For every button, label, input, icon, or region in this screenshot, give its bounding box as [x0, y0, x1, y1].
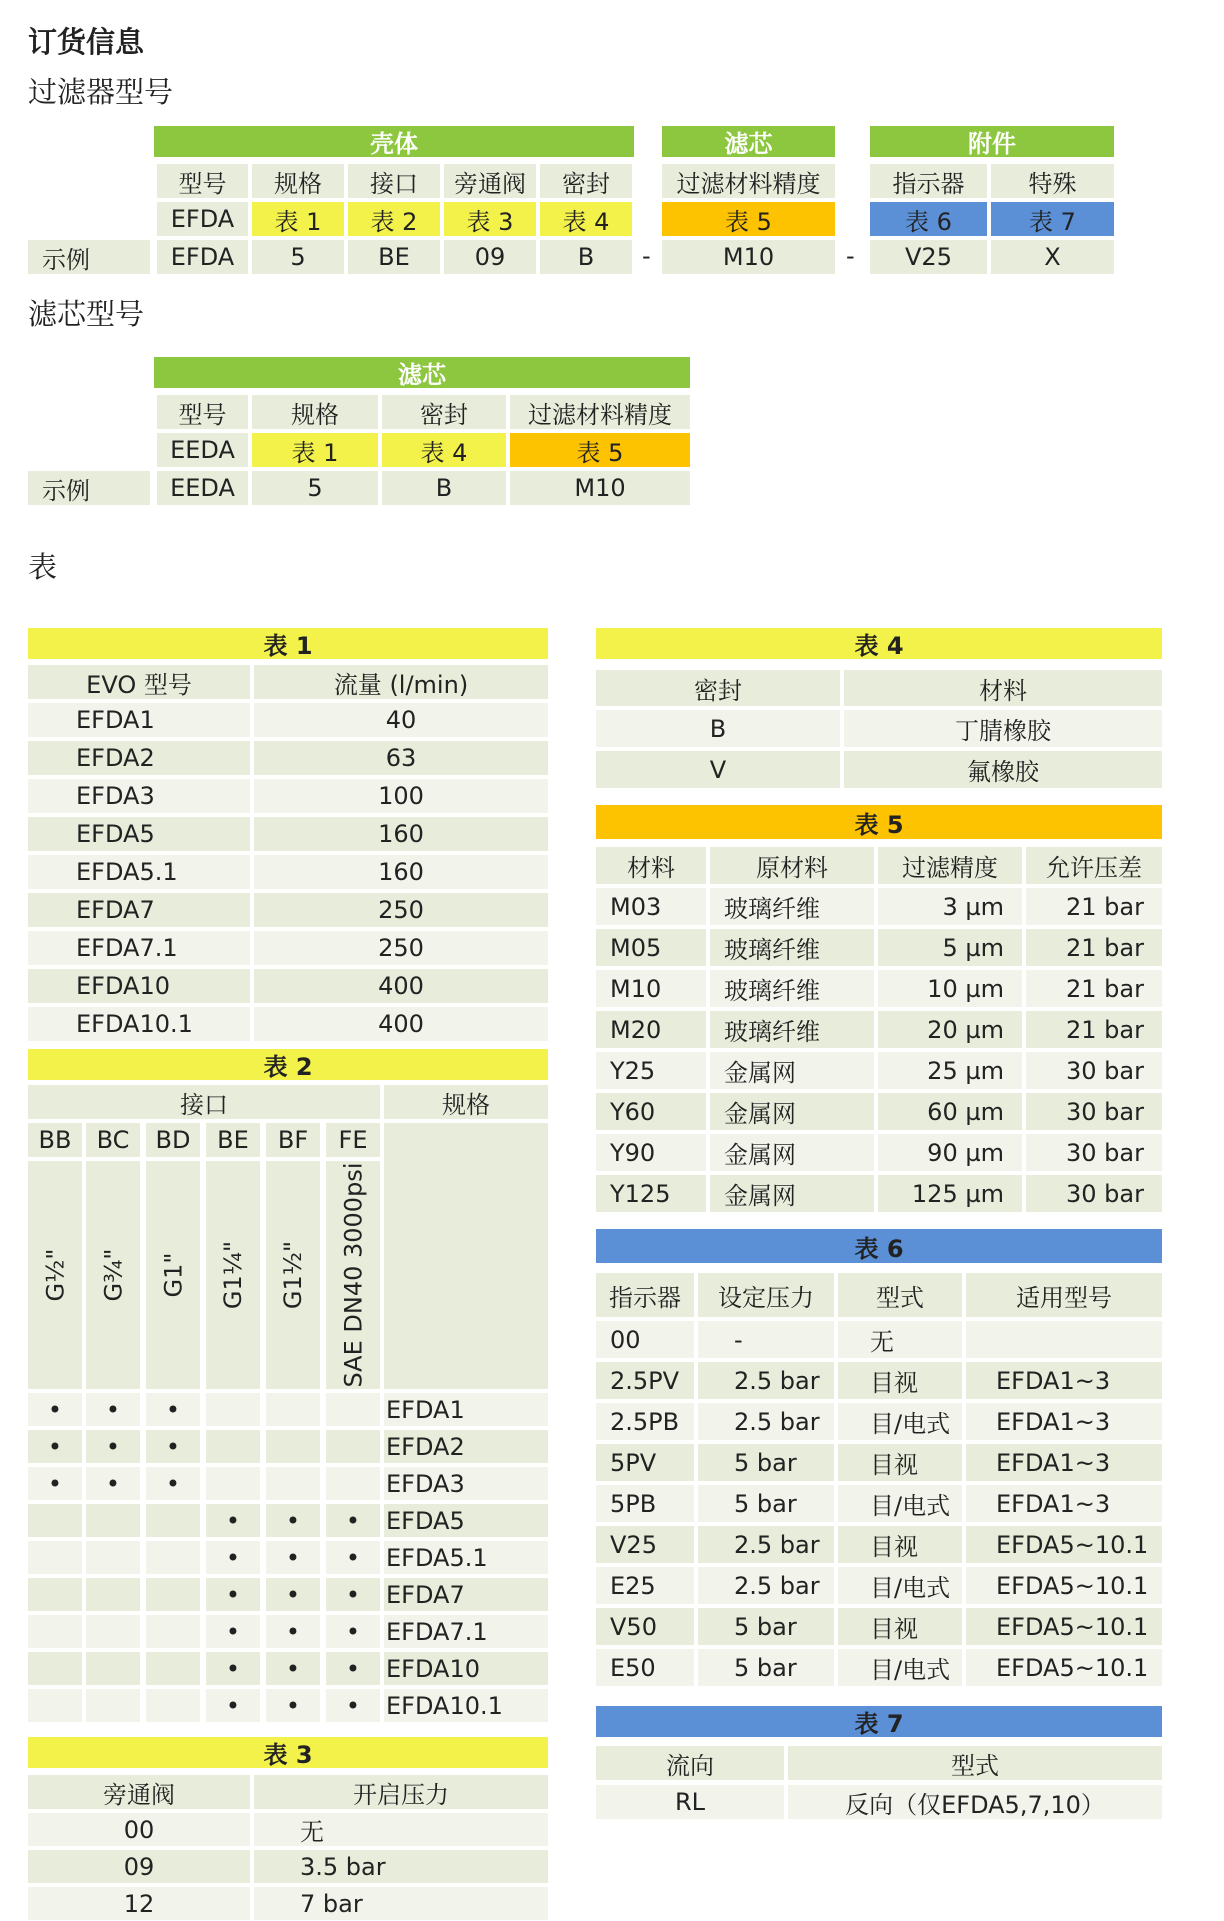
table-2-mark-cell — [206, 1467, 260, 1500]
table-2-mark-cell — [206, 1541, 260, 1574]
table-2-dot: • — [47, 1432, 63, 1461]
filter-example-port: BE — [348, 240, 440, 274]
table-6-row-pressure: 2.5 bar — [698, 1362, 834, 1399]
table-2-mark-cell — [86, 1615, 140, 1648]
filter-header-special: 特殊 — [991, 164, 1114, 198]
table-6-row-type: 目视 — [838, 1526, 962, 1563]
table-6-row-models: EFDA5~10.1 — [966, 1567, 1162, 1604]
filter-code-table1: 表 1 — [252, 202, 344, 236]
table-5-row-precision: 10 µm — [878, 970, 1022, 1007]
filter-header-media: 过滤材料精度 — [662, 164, 835, 198]
filter-header-type: 型号 — [157, 164, 248, 198]
table-2-dot: • — [225, 1617, 241, 1646]
table-2-thread-wrap — [28, 1161, 82, 1389]
table-3-title: 表 3 — [28, 1737, 548, 1768]
table-2-dot: • — [345, 1654, 361, 1683]
table-5-row-precision: 60 µm — [878, 1093, 1022, 1130]
table-6-row-pressure: 2.5 bar — [698, 1403, 834, 1440]
table-4-row-material: 氟橡胶 — [844, 751, 1162, 788]
table-2-mark-cell — [206, 1393, 260, 1426]
table-5-row-pressure: 30 bar — [1026, 1134, 1162, 1171]
table-6-header: 指示器 — [596, 1273, 694, 1317]
table-6-row-models: EFDA1~3 — [966, 1362, 1162, 1399]
element-example-seal: B — [382, 471, 506, 505]
table-6-row-models: EFDA1~3 — [966, 1485, 1162, 1522]
table-1-row-flow: 400 — [254, 1007, 548, 1041]
table-2-port-fe: FE — [326, 1123, 380, 1157]
table-1-row-model: EFDA7.1 — [28, 931, 250, 965]
table-2-mark-cell — [266, 1504, 320, 1537]
table-2-mark-cell — [146, 1467, 200, 1500]
table-3-row-bypass: 12 — [28, 1887, 250, 1920]
table-2-mark-cell — [86, 1467, 140, 1500]
table-2-dot: • — [285, 1654, 301, 1683]
table-2-thread-fe: SAE DN40 3000psi — [339, 1162, 368, 1388]
filter-code-table6: 表 6 — [870, 202, 987, 236]
table-2-title: 表 2 — [28, 1049, 548, 1080]
table-5-row-raw-material: 玻璃纤维 — [710, 1011, 874, 1048]
table-7-header-direction: 流向 — [596, 1746, 784, 1780]
table-5-row-material: Y60 — [596, 1093, 706, 1130]
table-6-row-models: EFDA1~3 — [966, 1403, 1162, 1440]
table-5-row-precision: 5 µm — [878, 929, 1022, 966]
table-5-row-pressure: 21 bar — [1026, 888, 1162, 925]
table-6-row-indicator: 00 — [596, 1321, 694, 1358]
filter-example-media: M10 — [662, 240, 835, 274]
table-2-mark-cell — [28, 1467, 82, 1500]
table-5-row-precision: 3 µm — [878, 888, 1022, 925]
table-2-mark-cell — [86, 1393, 140, 1426]
table-3-header-pressure: 开启压力 — [254, 1775, 548, 1809]
table-2-mark-cell — [86, 1430, 140, 1463]
table-5-title: 表 5 — [596, 805, 1162, 839]
filter-header-seal: 密封 — [540, 164, 632, 198]
table-2-port-bf: BF — [266, 1123, 320, 1157]
table-2-dot: • — [345, 1691, 361, 1720]
table-6-row-indicator: 5PV — [596, 1444, 694, 1481]
table-2-mark-cell — [206, 1578, 260, 1611]
table-2-mark-cell — [28, 1393, 82, 1426]
table-2-mark-cell — [86, 1652, 140, 1685]
table-2-mark-cell — [28, 1578, 82, 1611]
table-5-row-precision: 25 µm — [878, 1052, 1022, 1089]
table-2-row-model: EFDA1 — [384, 1393, 548, 1426]
table-2-dot: • — [225, 1691, 241, 1720]
table-6-row-indicator: 2.5PV — [596, 1362, 694, 1399]
table-2-dot: • — [345, 1543, 361, 1572]
table-1-row-flow: 400 — [254, 969, 548, 1003]
table-6-row-models — [966, 1321, 1162, 1358]
element-group-header: 滤芯 — [154, 357, 690, 388]
table-2-thread-wrap — [266, 1161, 320, 1389]
table-6-row-indicator: E25 — [596, 1567, 694, 1604]
table-2-port-bd: BD — [146, 1123, 200, 1157]
table-5-row-precision: 90 µm — [878, 1134, 1022, 1171]
table-2-mark-cell — [206, 1652, 260, 1685]
table-2-mark-cell — [206, 1504, 260, 1537]
table-2-mark-cell — [28, 1615, 82, 1648]
element-header-type: 型号 — [157, 395, 248, 429]
table-2-thread-bd: G1" — [159, 1252, 187, 1298]
table-2-mark-cell — [146, 1689, 200, 1722]
table-2-mark-cell — [86, 1578, 140, 1611]
table-2-thread-wrap — [326, 1161, 380, 1389]
table-6-row-pressure: 5 bar — [698, 1485, 834, 1522]
table-2-size-blank — [384, 1123, 548, 1389]
table-5-row-raw-material: 金属网 — [710, 1093, 874, 1130]
table-6-row-pressure: 5 bar — [698, 1444, 834, 1481]
table-6-row-models: EFDA1~3 — [966, 1444, 1162, 1481]
table-2-dot: • — [285, 1691, 301, 1720]
table-2-thread-bc: G¾" — [99, 1248, 127, 1302]
table-2-thread-cell — [86, 1161, 140, 1389]
table-2-mark-cell — [86, 1541, 140, 1574]
table-1-row-model: EFDA5 — [28, 817, 250, 851]
table-6-row-models: EFDA5~10.1 — [966, 1608, 1162, 1645]
table-3-row-bypass: 09 — [28, 1850, 250, 1883]
table-5-header: 材料 — [596, 847, 706, 884]
table-6-row-indicator: 5PB — [596, 1485, 694, 1522]
table-5-row-pressure: 30 bar — [1026, 1052, 1162, 1089]
table-2-mark-cell — [146, 1541, 200, 1574]
table-1-header-model: EVO 型号 — [28, 665, 250, 699]
filter-header-size: 规格 — [252, 164, 344, 198]
table-5-row-raw-material: 玻璃纤维 — [710, 970, 874, 1007]
filter-model-heading: 过滤器型号 — [28, 75, 174, 109]
table-2-row-model: EFDA5 — [384, 1504, 548, 1537]
table-2-mark-cell — [146, 1504, 200, 1537]
filter-code-table4: 表 4 — [540, 202, 632, 236]
table-2-dot: • — [285, 1543, 301, 1572]
table-1-row-flow: 250 — [254, 893, 548, 927]
table-2-dot: • — [225, 1506, 241, 1535]
table-6-row-indicator: V50 — [596, 1608, 694, 1645]
table-6-header: 设定压力 — [698, 1273, 834, 1317]
table-2-mark-cell — [266, 1615, 320, 1648]
table-6-row-pressure: 2.5 bar — [698, 1567, 834, 1604]
table-7-row-direction: RL — [596, 1785, 784, 1819]
table-6-row-type: 目/电式 — [838, 1403, 962, 1440]
table-2-mark-cell — [266, 1467, 320, 1500]
table-2-mark-cell — [28, 1689, 82, 1722]
table-4-row-seal: B — [596, 710, 840, 747]
filter-header-indicator: 指示器 — [870, 164, 987, 198]
table-2-mark-cell — [266, 1430, 320, 1463]
table-2-thread-cell — [326, 1161, 380, 1389]
filter-code-table7: 表 7 — [991, 202, 1114, 236]
table-2-thread-cell — [28, 1161, 82, 1389]
table-6-title: 表 6 — [596, 1229, 1162, 1263]
table-2-port-be: BE — [206, 1123, 260, 1157]
table-2-thread-bb: G½" — [41, 1248, 69, 1302]
table-2-mark-cell — [266, 1689, 320, 1722]
table-2-dot: • — [47, 1469, 63, 1498]
table-1-row-flow: 40 — [254, 703, 548, 737]
table-6-row-pressure: 5 bar — [698, 1649, 834, 1686]
table-2-mark-cell — [86, 1689, 140, 1722]
table-2-dot: • — [225, 1580, 241, 1609]
table-2-dot: • — [165, 1469, 181, 1498]
table-3-row-pressure: 无 — [254, 1813, 548, 1846]
table-2-mark-cell — [326, 1689, 380, 1722]
filter-code-table2: 表 2 — [348, 202, 440, 236]
table-2-mark-cell — [146, 1652, 200, 1685]
table-1-row-model: EFDA1 — [28, 703, 250, 737]
table-2-dot: • — [345, 1506, 361, 1535]
table-2-row-model: EFDA7.1 — [384, 1615, 548, 1648]
table-2-row-model: EFDA2 — [384, 1430, 548, 1463]
table-2-dot: • — [225, 1543, 241, 1572]
table-1-row-model: EFDA10.1 — [28, 1007, 250, 1041]
table-2-thread-wrap — [206, 1161, 260, 1389]
table-6-row-type: 目/电式 — [838, 1485, 962, 1522]
table-2-thread-wrap — [86, 1161, 140, 1389]
table-5-row-raw-material: 金属网 — [710, 1134, 874, 1171]
table-6-row-type: 目/电式 — [838, 1649, 962, 1686]
table-2-port-header: 接口 — [28, 1085, 380, 1119]
table-3-row-pressure: 3.5 bar — [254, 1850, 548, 1883]
order-info-heading: 订货信息 — [28, 25, 145, 59]
table-5-row-material: M05 — [596, 929, 706, 966]
table-2-mark-cell — [326, 1504, 380, 1537]
table-2-thread-wrap — [146, 1161, 200, 1389]
table-6-row-pressure: - — [698, 1321, 834, 1358]
element-code-table4: 表 4 — [382, 433, 506, 467]
group-accessory: 附件 — [870, 126, 1114, 157]
table-5-row-material: Y90 — [596, 1134, 706, 1171]
table-2-port-bc: BC — [86, 1123, 140, 1157]
table-4-header-material: 材料 — [844, 670, 1162, 706]
table-4-header-seal: 密封 — [596, 670, 840, 706]
table-1-header-flow: 流量 (l/min) — [254, 665, 548, 699]
table-2-mark-cell — [146, 1430, 200, 1463]
table-3-row-bypass: 00 — [28, 1813, 250, 1846]
table-2-row-model: EFDA10 — [384, 1652, 548, 1685]
table-6-row-indicator: 2.5PB — [596, 1403, 694, 1440]
filter-example-special: X — [991, 240, 1114, 274]
element-example-label: 示例 — [28, 471, 150, 505]
table-5-row-raw-material: 玻璃纤维 — [710, 929, 874, 966]
table-2-mark-cell — [326, 1393, 380, 1426]
filter-example-seal: B — [540, 240, 632, 274]
table-5-row-raw-material: 金属网 — [710, 1175, 874, 1212]
table-2-dot: • — [345, 1617, 361, 1646]
table-5-row-pressure: 30 bar — [1026, 1175, 1162, 1212]
table-5-row-material: M10 — [596, 970, 706, 1007]
table-2-thread-bf: G1½" — [279, 1240, 308, 1310]
table-1-row-flow: 160 — [254, 817, 548, 851]
table-5-header: 原材料 — [710, 847, 874, 884]
table-5-header: 允许压差 — [1026, 847, 1162, 884]
table-2-dot: • — [285, 1617, 301, 1646]
table-2-dot: • — [165, 1395, 181, 1424]
table-2-dot: • — [105, 1432, 121, 1461]
table-2-row-model: EFDA3 — [384, 1467, 548, 1500]
element-code-table1: 表 1 — [252, 433, 378, 467]
table-5-row-material: M20 — [596, 1011, 706, 1048]
table-5-row-raw-material: 金属网 — [710, 1052, 874, 1089]
table-2-dot: • — [47, 1395, 63, 1424]
table-2-mark-cell — [146, 1615, 200, 1648]
table-2-mark-cell — [28, 1541, 82, 1574]
table-2-row-model: EFDA7 — [384, 1578, 548, 1611]
table-5-row-pressure: 21 bar — [1026, 1011, 1162, 1048]
table-6-row-type: 无 — [838, 1321, 962, 1358]
table-2-mark-cell — [326, 1430, 380, 1463]
table-2-row-model: EFDA10.1 — [384, 1689, 548, 1722]
table-2-dot: • — [285, 1580, 301, 1609]
table-5-row-pressure: 21 bar — [1026, 929, 1162, 966]
table-2-mark-cell — [146, 1578, 200, 1611]
table-4-row-material: 丁腈橡胶 — [844, 710, 1162, 747]
table-2-mark-cell — [28, 1504, 82, 1537]
filter-header-port: 接口 — [348, 164, 440, 198]
table-6-row-type: 目视 — [838, 1444, 962, 1481]
table-2-dot: • — [105, 1469, 121, 1498]
table-6-row-type: 目视 — [838, 1362, 962, 1399]
element-model-heading: 滤芯型号 — [28, 297, 145, 331]
filter-code-type: EFDA — [157, 202, 248, 236]
table-6-row-indicator: E50 — [596, 1649, 694, 1686]
table-5-row-precision: 20 µm — [878, 1011, 1022, 1048]
tables-heading: 表 — [28, 550, 58, 584]
table-1-row-model: EFDA7 — [28, 893, 250, 927]
table-3-row-pressure: 7 bar — [254, 1887, 548, 1920]
table-5-row-raw-material: 玻璃纤维 — [710, 888, 874, 925]
table-2-dot: • — [285, 1506, 301, 1535]
element-header-size: 规格 — [252, 395, 378, 429]
table-5-header: 过滤精度 — [878, 847, 1022, 884]
element-code-type: EEDA — [157, 433, 248, 467]
table-6-header: 型式 — [838, 1273, 962, 1317]
group-housing: 壳体 — [154, 126, 634, 157]
table-1-row-model: EFDA10 — [28, 969, 250, 1003]
element-example-type: EEDA — [157, 471, 248, 505]
table-1-row-model: EFDA2 — [28, 741, 250, 775]
table-7-header-type: 型式 — [788, 1746, 1162, 1780]
filter-example-indicator: V25 — [870, 240, 987, 274]
element-code-table5: 表 5 — [510, 433, 690, 467]
filter-example-dash-1: - — [642, 242, 651, 270]
table-2-mark-cell — [326, 1467, 380, 1500]
filter-example-label: 示例 — [28, 240, 150, 274]
table-2-mark-cell — [266, 1652, 320, 1685]
table-6-row-pressure: 2.5 bar — [698, 1526, 834, 1563]
element-header-seal: 密封 — [382, 395, 506, 429]
table-6-row-type: 目视 — [838, 1608, 962, 1645]
table-2-mark-cell — [326, 1652, 380, 1685]
table-2-dot: • — [345, 1580, 361, 1609]
filter-example-type: EFDA — [157, 240, 248, 274]
table-6-header: 适用型号 — [966, 1273, 1162, 1317]
table-2-thread-cell — [206, 1161, 260, 1389]
table-2-mark-cell — [326, 1578, 380, 1611]
table-1-row-flow: 63 — [254, 741, 548, 775]
table-6-row-pressure: 5 bar — [698, 1608, 834, 1645]
table-7-row-type: 反向（仅EFDA5,7,10） — [788, 1785, 1162, 1819]
filter-example-size: 5 — [252, 240, 344, 274]
table-2-mark-cell — [326, 1541, 380, 1574]
table-2-dot: • — [165, 1432, 181, 1461]
table-2-mark-cell — [266, 1393, 320, 1426]
table-1-row-model: EFDA5.1 — [28, 855, 250, 889]
filter-header-bypass: 旁通阀 — [444, 164, 536, 198]
table-4-title: 表 4 — [596, 628, 1162, 659]
table-2-mark-cell — [206, 1615, 260, 1648]
table-5-row-precision: 125 µm — [878, 1175, 1022, 1212]
table-2-row-model: EFDA5.1 — [384, 1541, 548, 1574]
filter-code-table5: 表 5 — [662, 202, 835, 236]
table-6-row-type: 目/电式 — [838, 1567, 962, 1604]
table-1-row-model: EFDA3 — [28, 779, 250, 813]
table-1-row-flow: 160 — [254, 855, 548, 889]
table-2-port-bb: BB — [28, 1123, 82, 1157]
table-2-mark-cell — [146, 1393, 200, 1426]
table-5-row-material: M03 — [596, 888, 706, 925]
table-1-row-flow: 250 — [254, 931, 548, 965]
table-5-row-material: Y25 — [596, 1052, 706, 1089]
table-2-mark-cell — [206, 1689, 260, 1722]
table-2-thread-be: G1¼" — [219, 1240, 248, 1310]
group-element: 滤芯 — [662, 126, 835, 157]
element-example-size: 5 — [252, 471, 378, 505]
table-2-mark-cell — [28, 1430, 82, 1463]
table-7-title: 表 7 — [596, 1706, 1162, 1737]
element-example-media: M10 — [510, 471, 690, 505]
table-1-row-flow: 100 — [254, 779, 548, 813]
table-2-size-header: 规格 — [384, 1085, 548, 1119]
table-2-mark-cell — [206, 1430, 260, 1463]
table-1-title: 表 1 — [28, 628, 548, 659]
table-3-header-bypass: 旁通阀 — [28, 1775, 250, 1809]
table-5-row-material: Y125 — [596, 1175, 706, 1212]
filter-example-dash-2: - — [846, 242, 855, 270]
table-2-mark-cell — [28, 1652, 82, 1685]
table-6-row-models: EFDA5~10.1 — [966, 1526, 1162, 1563]
table-2-mark-cell — [266, 1541, 320, 1574]
table-2-thread-cell — [266, 1161, 320, 1389]
table-2-mark-cell — [326, 1615, 380, 1648]
table-2-dot: • — [225, 1654, 241, 1683]
filter-example-bypass: 09 — [444, 240, 536, 274]
table-6-row-indicator: V25 — [596, 1526, 694, 1563]
table-2-thread-cell — [146, 1161, 200, 1389]
table-4-row-seal: V — [596, 751, 840, 788]
table-2-mark-cell — [86, 1504, 140, 1537]
table-5-row-pressure: 21 bar — [1026, 970, 1162, 1007]
table-2-mark-cell — [266, 1578, 320, 1611]
table-5-row-pressure: 30 bar — [1026, 1093, 1162, 1130]
element-header-media: 过滤材料精度 — [510, 395, 690, 429]
table-6-row-models: EFDA5~10.1 — [966, 1649, 1162, 1686]
filter-code-table3: 表 3 — [444, 202, 536, 236]
table-2-dot: • — [105, 1395, 121, 1424]
